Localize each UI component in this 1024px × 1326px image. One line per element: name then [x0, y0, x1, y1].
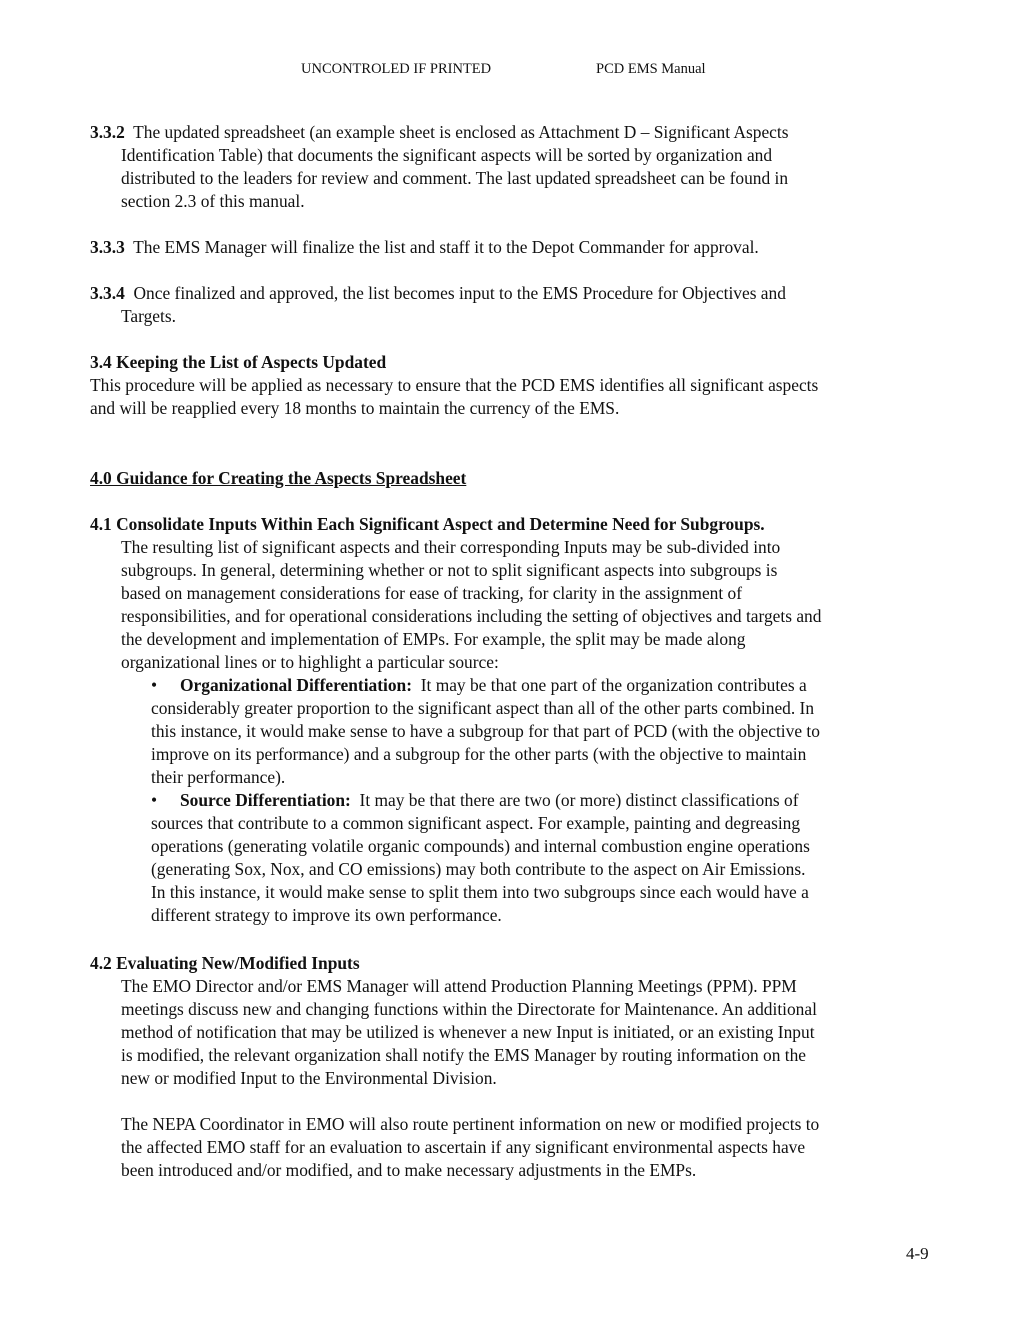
text-line: improve on its performance) and a subgroup for the other parts (with the objective to maintain	[151, 744, 807, 764]
bullet-icon: •	[151, 790, 158, 810]
text-line: sources that contribute to a common significant aspect. For example, painting and degreasing	[151, 813, 801, 833]
text-line: responsibilities, and for operational considerations including the setting of objectives and targets and	[121, 606, 822, 626]
section-number: 3.3.4	[90, 283, 125, 303]
section-heading: 4.2 Evaluating New/Modified Inputs	[90, 953, 360, 973]
section-3-4	[90, 351, 940, 420]
header-right: PCD EMS Manual	[596, 61, 706, 77]
text-line: The EMO Director and/or EMS Manager will attend Production Planning Meetings (PPM). PPM	[121, 976, 797, 996]
bullet-item	[90, 789, 940, 812]
text-line: new or modified Input to the Environmental Division.	[121, 1068, 497, 1088]
text-line: method of notification that may be utilized is whenever a new Input is initiated, or an existing Input	[121, 1022, 815, 1042]
page-number: 4-9	[906, 1244, 929, 1263]
text-line: different strategy to improve its own performance.	[151, 905, 502, 925]
text-line: operations (generating volatile organic compounds) and internal combustion engine operations	[151, 836, 810, 856]
text-line: meetings discuss new and changing functions within the Directorate for Maintenance. An additional	[121, 999, 817, 1019]
text-line: distributed to the leaders for review and comment. The last updated spreadsheet can be found in	[121, 168, 789, 188]
text-line: The resulting list of significant aspects and their corresponding Inputs may be sub-divided into	[121, 537, 781, 557]
text-line: It may be that there are two (or more) distinct classifications of	[359, 790, 799, 810]
section-number: 3.3.3	[90, 237, 125, 257]
bullet-item	[90, 674, 940, 697]
text-line: based on management considerations for ease of tracking, for clarity in the assignment of	[121, 583, 743, 603]
text-line: considerably greater proportion to the significant aspect than all of the other parts combined. In	[151, 698, 815, 718]
section-heading: 3.4 Keeping the List of Aspects Updated	[90, 352, 387, 372]
text-line: The updated spreadsheet (an example sheet is enclosed as Attachment D – Significant Aspects	[133, 122, 789, 142]
section-3-3-3	[90, 236, 940, 259]
text-line: the development and implementation of EMPs. For example, the split may be made along	[121, 629, 746, 649]
text-line: Once finalized and approved, the list becomes input to the EMS Procedure for Objectives and	[133, 283, 786, 303]
text-line: Targets.	[121, 306, 176, 326]
header-left: UNCONTROLED IF PRINTED	[301, 61, 492, 77]
text-line: organizational lines or to highlight a particular source:	[121, 652, 499, 672]
text-line: (generating Sox, Nox, and CO emissions) may both contribute to the aspect on Air Emissions.	[151, 859, 806, 879]
section-number: 3.3.2	[90, 122, 125, 142]
bullet-term: Source Differentiation:	[180, 790, 351, 810]
text-line: The NEPA Coordinator in EMO will also route pertinent information on new or modified projects to	[121, 1114, 820, 1134]
text-line: their performance).	[151, 767, 286, 787]
text-line: Identification Table) that documents the significant aspects will be sorted by organization and	[121, 145, 773, 165]
section-heading: 4.1 Consolidate Inputs Within Each Significant Aspect and Determine Need for Subgroups.	[90, 514, 765, 534]
text-line: It may be that one part of the organization contributes a	[420, 675, 807, 695]
text-line: In this instance, it would make sense to split them into two subgroups since each would have a	[151, 882, 809, 902]
text-line: the affected EMO staff for an evaluation to ascertain if any significant environmental aspects have	[121, 1137, 806, 1157]
text-line: subgroups. In general, determining whether or not to split significant aspects into subgroups is	[121, 560, 778, 580]
section-4-1	[90, 513, 940, 927]
bullet-icon: •	[151, 675, 158, 695]
text-line: This procedure will be applied as necessary to ensure that the PCD EMS identifies all significant aspects	[90, 375, 819, 395]
section-4-0	[90, 467, 940, 490]
section-heading: 4.0 Guidance for Creating the Aspects Spreadsheet	[90, 468, 467, 488]
text-line: and will be reapplied every 18 months to maintain the currency of the EMS.	[90, 398, 620, 418]
text-line: this instance, it would make sense to have a subgroup for that part of PCD (with the objective to	[151, 721, 820, 741]
text-line: been introduced and/or modified, and to make necessary adjustments in the EMPs.	[121, 1160, 697, 1180]
section-4-2	[90, 952, 940, 1090]
section-3-3-4	[90, 282, 940, 328]
section-3-3-2	[90, 121, 940, 213]
text-line: is modified, the relevant organization shall notify the EMS Manager by routing information on the	[121, 1045, 807, 1065]
text-line: section 2.3 of this manual.	[121, 191, 305, 211]
bullet-term: Organizational Differentiation:	[180, 675, 413, 695]
text-line: The EMS Manager will finalize the list and staff it to the Depot Commander for approval.	[133, 237, 759, 257]
section-4-2-paragraph-2	[90, 1113, 940, 1182]
